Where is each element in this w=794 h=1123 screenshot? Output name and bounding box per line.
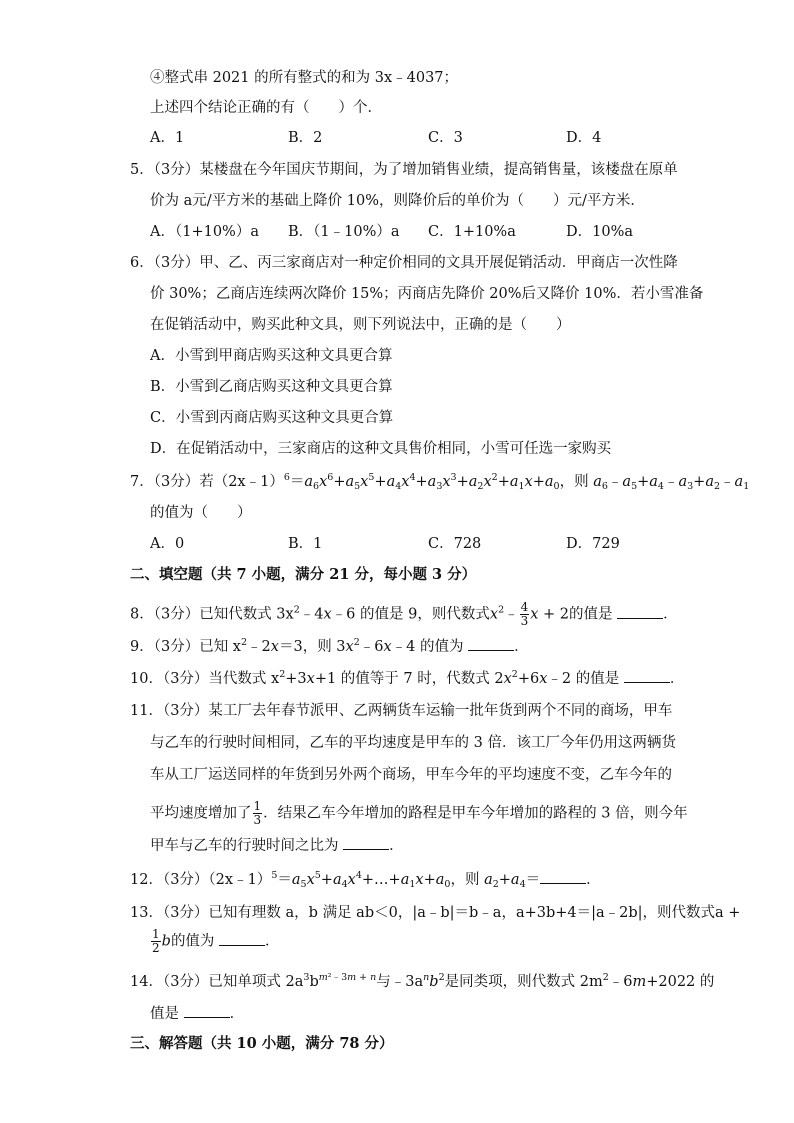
q6-option-a: A．小雪到甲商店购买这种文具更合算 xyxy=(150,348,393,364)
q6-line3: 在促销活动中，购买此种文具，则下列说法中，正确的是（ ） xyxy=(150,317,571,333)
q4-option-c: C．3 xyxy=(428,130,463,146)
q4-item4: ④整式串 2021 的所有整式的和为 3x﹣4037； xyxy=(150,70,459,86)
q14-line1: 14．（3分）已知单项式 $2a^3b^{m^2﹣3m + n}$与$﹣3a^nb^2$是同类项，则代数式 $2m^2﹣6m+2022$ 的 xyxy=(130,972,715,990)
q5-option-b: B．（1﹣10%）a xyxy=(288,224,400,240)
answer-blank xyxy=(468,638,514,651)
q7-line2: 的值为（ ） xyxy=(150,505,252,521)
answer-blank xyxy=(343,837,389,850)
q6-option-c: C．小雪到丙商店购买这种文具更合算 xyxy=(150,410,394,426)
q7-option-d: D．729 xyxy=(566,536,620,552)
q6-line1: 6．（3分）甲、乙、丙三家商店对一种定价相同的文具开展促销活动．甲商店一次性降 xyxy=(130,255,678,271)
q8-line: 8．（3分）已知代数式 $3x^2﹣4x﹣6$ 的值是 9，则代数式$x^2﹣$ $\frac{4}{3}$ x + 2的值是 ． xyxy=(130,600,678,628)
q5-option-d: D．10%a xyxy=(566,224,633,240)
section-3-heading: 三、解答题（共 10 小题，满分 78 分） xyxy=(130,1035,394,1052)
q9-line: 9．（3分）已知 $x^2﹣2x=3$，则 $3x^2﹣6x﹣4$ 的值为 ． xyxy=(130,637,529,655)
q12-line: 12．（3分）$(2x﹣1)^5=a_5x^5+a_4x^4+\dots+a_1x+a_0$，则 $a_2+a_4=$ ． xyxy=(130,870,601,890)
q11-line3: 车从工厂运送同样的年货到另外两个商场，甲车今年的平均速度不变，乙车今年的 xyxy=(150,767,672,783)
answer-blank xyxy=(540,871,586,884)
q5-option-c: C．1+10%a xyxy=(428,224,516,240)
q6-option-d: D．在促销活动中，三家商店的这种文具售价相同，小雪可任选一家购买 xyxy=(150,441,612,457)
q7-line1: 7．（3分）若$(2x﹣1)^6=a_6x^6+a_5x^5+a_4x^4+a_3x^3+a_2x^2+a_1x+a_0$，则 $a_6﹣a_5+a_4﹣a_3+a_2﹣a_1$ xyxy=(130,472,750,492)
q5-line2: 价为 a元/平方米的基础上降价 10%，则降价后的单价为（ ）元/平方米． xyxy=(150,193,645,209)
q11-line2: 与乙车的行驶时间相同，乙车的平均速度是甲车的 3 倍．该工厂今年仍用这两辆货 xyxy=(150,735,676,751)
q4-option-d: D．4 xyxy=(566,130,602,146)
q14-line2: 值是 ． xyxy=(150,1006,245,1022)
q6-option-b: B．小雪到乙商店购买这种文具更合算 xyxy=(150,379,393,395)
answer-blank xyxy=(184,1005,230,1018)
q13-line1: 13．（3分）已知有理数 a，b 满足 ab＜0，|a﹣b|＝b﹣a，a+3b+4＝|a﹣2b|，则代数式a + xyxy=(130,905,741,921)
q4-question: 上述四个结论正确的有（ ）个． xyxy=(150,100,382,116)
fraction-1-3: $\frac{1}{3}$ xyxy=(253,799,262,827)
fraction-4-3: $\frac{4}{3}$ xyxy=(520,600,529,628)
q11-line4: 平均速度增加了 $\frac{1}{3}$ ．结果乙车今年增加的路程是甲车今年增加的路程的 3 倍，则今年 xyxy=(150,799,688,827)
section-2-heading: 二、填空题（共 7 小题，满分 21 分，每小题 3 分） xyxy=(130,566,477,583)
q13-line2: $\frac{1}{2}$ b的值为 ． xyxy=(152,927,280,955)
answer-blank xyxy=(624,670,670,683)
q7-option-a: A．0 xyxy=(150,536,185,552)
q5-line1: 5．（3分）某楼盘在今年国庆节期间，为了增加销售业绩，提高销售量，该楼盘在原单 xyxy=(130,162,678,178)
q7-option-b: B．1 xyxy=(288,536,323,552)
q4-option-b: B．2 xyxy=(288,130,323,146)
q5-option-a: A．（1+10%）a xyxy=(150,224,259,240)
fraction-1-2: $\frac{1}{2}$ xyxy=(152,927,160,955)
q6-line2: 价 30%；乙商店连续两次降价 15%；丙商店先降价 20%后又降价 10%．若小雪准备 xyxy=(150,286,704,302)
answer-blank xyxy=(219,933,265,946)
answer-blank xyxy=(617,606,663,619)
q11-line5: 甲车与乙车的行驶时间之比为 ． xyxy=(150,838,404,854)
q10-line: 10．（3分）当代数式 $x^2+3x+1$ 的值等于 7 时，代数式 $2x^2+6x﹣2$ 的值是 ． xyxy=(130,669,685,687)
q7-option-c: C．728 xyxy=(428,536,482,552)
q4-option-a: A．1 xyxy=(150,130,185,146)
q11-line1: 11．（3分）某工厂去年春节派甲、乙两辆货车运输一批年货到两个不同的商场，甲车 xyxy=(130,703,673,719)
